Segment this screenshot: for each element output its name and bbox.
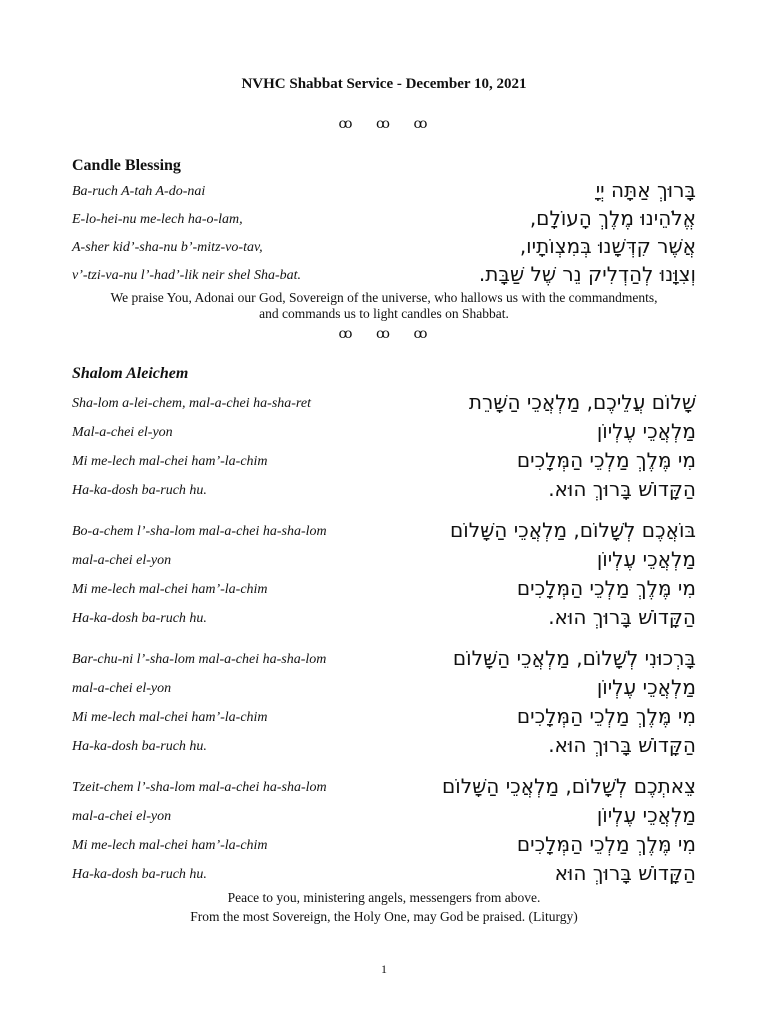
transliteration: mal-a-chei el-yon bbox=[72, 681, 172, 696]
hebrew-text: אֲשֶׁר קִדְּשָׁנוּ בְּמִצְוֹתָיו, bbox=[519, 234, 696, 258]
shalom-line bbox=[72, 861, 696, 887]
shalom-line bbox=[72, 832, 696, 858]
hebrew-text: הַקָּדוֹשׁ בָּרוּךְ הוּא. bbox=[548, 477, 696, 501]
ornament-glyph: ꝏ bbox=[376, 327, 392, 342]
candle-line bbox=[72, 234, 696, 260]
shalom-line bbox=[72, 675, 696, 701]
shalom-aleichem-heading: Shalom Aleichem bbox=[72, 365, 189, 382]
hebrew-text: מִי מֶּלֶךְ מַלְכֵי הַמְּלָכִים bbox=[516, 704, 696, 728]
shalom-line bbox=[72, 733, 696, 759]
transliteration: Ba-ruch A-tah A-do-nai bbox=[72, 184, 206, 199]
hebrew-text: שָׁלוֹם עֲלֵיכֶם, מַלְאֲכֵי הַשָּׁרֵת bbox=[468, 390, 696, 414]
hebrew-text: מַלְאֲכֵי עֶלְיוֹן bbox=[596, 675, 696, 699]
hebrew-text: מִי מֶּלֶךְ מַלְכֵי הַמְּלָכִים bbox=[516, 448, 696, 472]
transliteration: Ha-ka-dosh ba-ruch hu. bbox=[72, 739, 207, 754]
hebrew-text: צֵאתְכֶם לְשָׁלוֹם, מַלְאֲכֵי הַשָּׁלוֹם bbox=[442, 774, 696, 798]
hebrew-text: בּוֹאֲכֶם לְשָׁלוֹם, מַלְאֲכֵי הַשָּׁלוֹם bbox=[450, 518, 696, 542]
candle-translation bbox=[40, 290, 728, 322]
translation-line: We praise You, Adonai our God, Sovereign of the universe, who hallows us with the commandments, bbox=[110, 290, 658, 305]
ornament-divider bbox=[0, 116, 768, 133]
candle-line bbox=[72, 206, 696, 232]
ornament-divider bbox=[0, 326, 768, 343]
transliteration: Mi me-lech mal-chei ham’-la-chim bbox=[72, 838, 268, 853]
page-number: 1 bbox=[381, 962, 387, 976]
translation-line: and commands us to light candles on Shabbat. bbox=[259, 306, 509, 321]
translation-line: Peace to you, ministering angels, messengers from above. bbox=[227, 890, 541, 905]
ornament-glyph: ꝏ bbox=[338, 117, 355, 132]
candle-blessing-heading: Candle Blessing bbox=[72, 157, 181, 174]
transliteration: v’-tzi-va-nu l’-had’-lik neir shel Sha-bat. bbox=[72, 268, 301, 283]
translation-line: From the most Sovereign, the Holy One, may God be praised. (Liturgy) bbox=[190, 909, 578, 924]
transliteration: Ha-ka-dosh ba-ruch hu. bbox=[72, 611, 207, 626]
transliteration: Sha-lom a-lei-chem, mal-a-chei ha-sha-ret bbox=[72, 396, 311, 411]
shalom-translation bbox=[40, 888, 728, 926]
hebrew-text: בָּרְכוּנִי לְשָׁלוֹם, מַלְאֲכֵי הַשָּׁלוֹם bbox=[452, 646, 696, 670]
hebrew-text: וְצִוָּנוּ לְהַדְלִיק נֵר שֶׁל שַׁבָּת. bbox=[478, 262, 696, 286]
candle-line bbox=[72, 262, 696, 288]
hebrew-text: הַקָּדוֹשׁ בָּרוּךְ הוּא. bbox=[548, 605, 696, 629]
hebrew-text: הַקָּדוֹשׁ בָּרוּךְ הוּא. bbox=[548, 733, 696, 757]
transliteration: Mi me-lech mal-chei ham’-la-chim bbox=[72, 454, 268, 469]
shalom-line bbox=[72, 803, 696, 829]
ornament-glyph: ꝏ bbox=[376, 117, 392, 132]
hebrew-text: הַקָּדוֹשׁ בָּרוּךְ הוּא bbox=[554, 861, 696, 885]
transliteration: A-sher kid’-sha-nu b’-mitz-vo-tav, bbox=[72, 240, 263, 255]
hebrew-text: אֱלֹהֵינוּ מֶלֶךְ הָעוֹלָם, bbox=[529, 206, 696, 230]
transliteration: Mal-a-chei el-yon bbox=[72, 425, 173, 440]
ornament-glyph: ꝏ bbox=[338, 327, 355, 342]
shalom-line bbox=[72, 576, 696, 602]
transliteration: Ha-ka-dosh ba-ruch hu. bbox=[72, 483, 207, 498]
ornament-glyph: ꝏ bbox=[413, 117, 430, 132]
shalom-line bbox=[72, 605, 696, 631]
transliteration: Bar-chu-ni l’-sha-lom mal-a-chei ha-sha-lom bbox=[72, 652, 327, 667]
shalom-line bbox=[72, 419, 696, 445]
hebrew-text: מִי מֶּלֶךְ מַלְכֵי הַמְּלָכִים bbox=[516, 576, 696, 600]
transliteration: Tzeit-chem l’-sha-lom mal-a-chei ha-sha-lom bbox=[72, 780, 327, 795]
shalom-line bbox=[72, 448, 696, 474]
page-title: NVHC Shabbat Service - December 10, 2021 bbox=[241, 76, 527, 92]
ornament-glyph: ꝏ bbox=[413, 327, 430, 342]
hebrew-text: בָּרוּךְ אַתָּה יְיָ bbox=[595, 178, 696, 202]
transliteration: E-lo-hei-nu me-lech ha-o-lam, bbox=[72, 212, 243, 227]
shalom-line bbox=[72, 646, 696, 672]
candle-line bbox=[72, 178, 696, 204]
shalom-line bbox=[72, 774, 696, 800]
hebrew-text: מַלְאֲכֵי עֶלְיוֹן bbox=[596, 419, 696, 443]
hebrew-text: מַלְאֲכֵי עֶלְיוֹן bbox=[596, 547, 696, 571]
shalom-line bbox=[72, 477, 696, 503]
shalom-line bbox=[72, 547, 696, 573]
shalom-line bbox=[72, 390, 696, 416]
transliteration: Bo-a-chem l’-sha-lom mal-a-chei ha-sha-lom bbox=[72, 524, 327, 539]
transliteration: Ha-ka-dosh ba-ruch hu. bbox=[72, 867, 207, 882]
transliteration: Mi me-lech mal-chei ham’-la-chim bbox=[72, 582, 268, 597]
transliteration: Mi me-lech mal-chei ham’-la-chim bbox=[72, 710, 268, 725]
hebrew-text: מִי מֶּלֶךְ מַלְכֵי הַמְּלָכִים bbox=[516, 832, 696, 856]
shalom-line bbox=[72, 704, 696, 730]
hebrew-text: מַלְאֲכֵי עֶלְיוֹן bbox=[596, 803, 696, 827]
shalom-line bbox=[72, 518, 696, 544]
transliteration: mal-a-chei el-yon bbox=[72, 553, 172, 568]
transliteration: mal-a-chei el-yon bbox=[72, 809, 172, 824]
